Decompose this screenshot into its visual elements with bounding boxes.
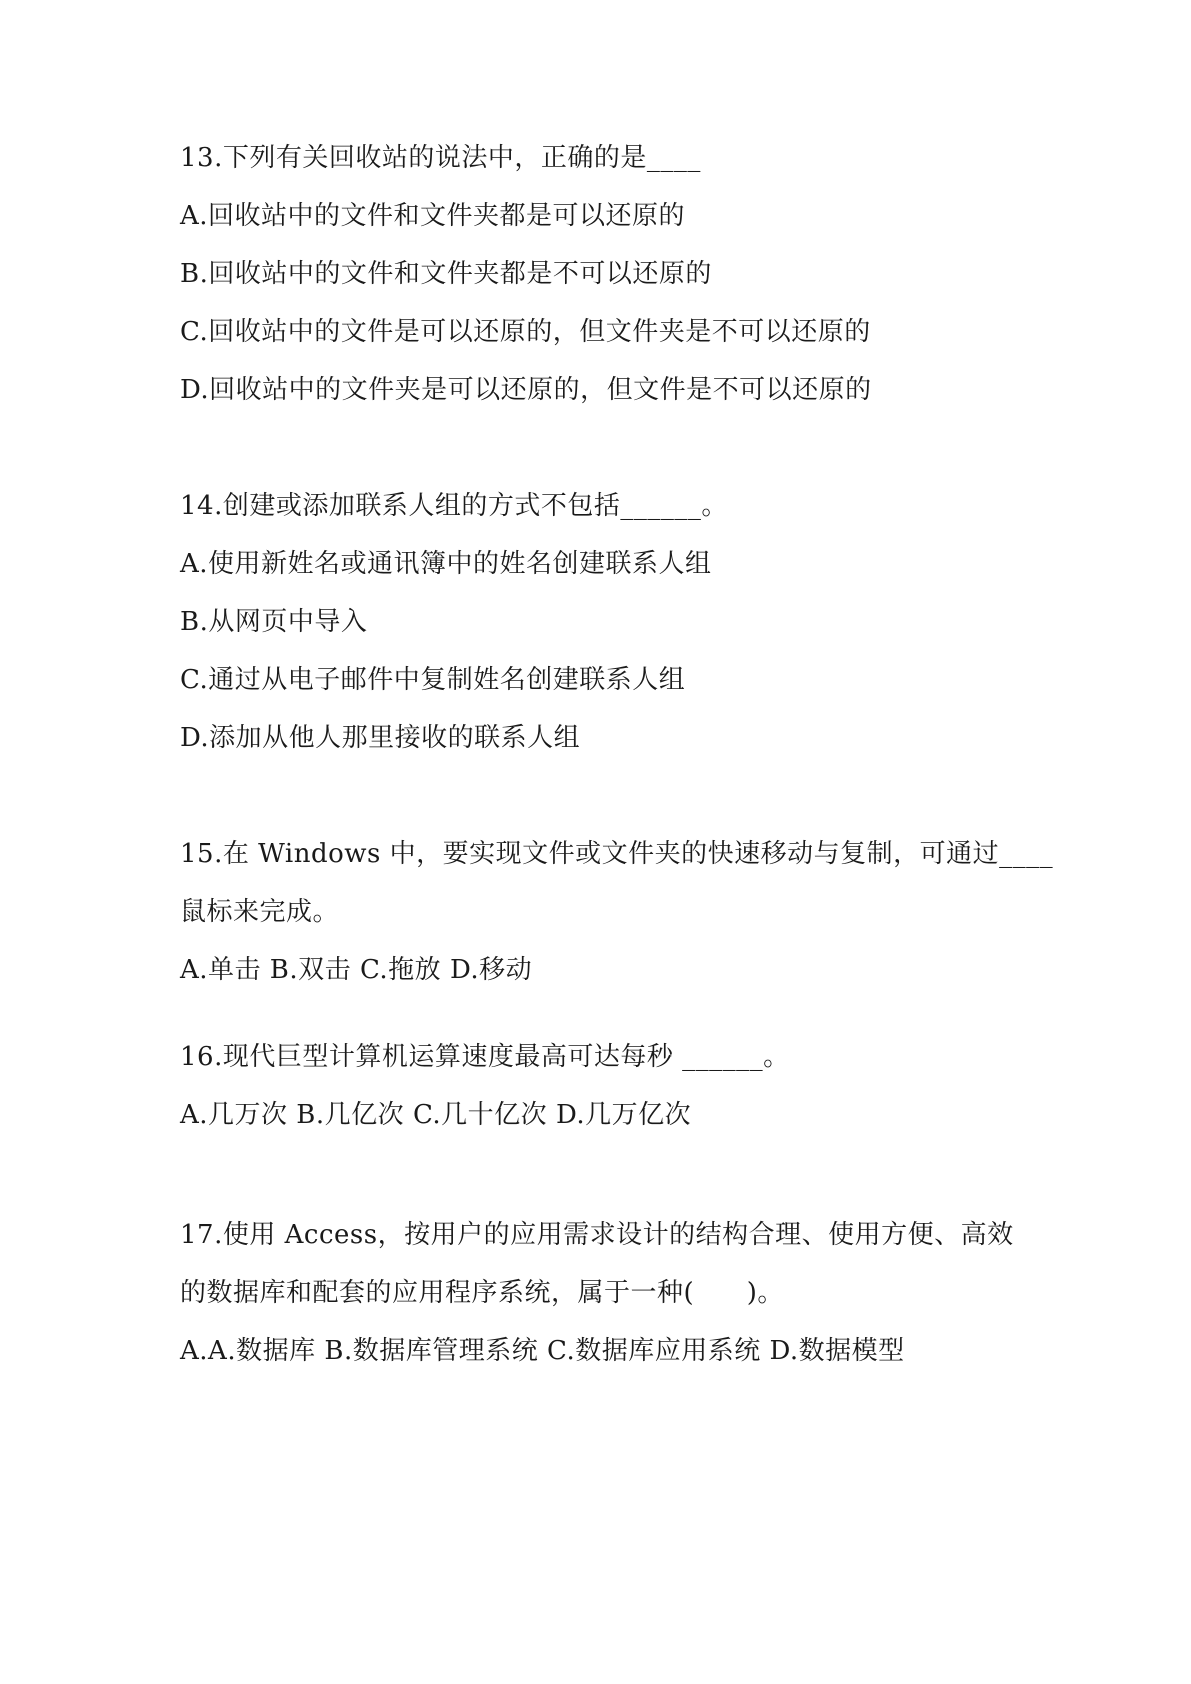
question-13-option-b: B.回收站中的文件和文件夹都是不可以还原的 xyxy=(180,259,712,289)
question-17-stem-line-2: 的数据库和配套的应用程序系统，属于一种( )。 xyxy=(180,1278,784,1308)
question-15-options: A.单击 B.双击 C.拖放 D.移动 xyxy=(180,955,533,985)
question-14-option-b: B.从网页中导入 xyxy=(180,607,368,637)
question-15-stem-line-1: 15.在 Windows 中，要实现文件或文件夹的快速移动与复制，可通过____ xyxy=(180,839,1054,869)
question-13-stem: 13.下列有关回收站的说法中，正确的是____ xyxy=(180,143,701,173)
question-14-option-c: C.通过从电子邮件中复制姓名创建联系人组 xyxy=(180,665,686,695)
question-16-stem: 16.现代巨型计算机运算速度最高可达每秒 ______。 xyxy=(180,1042,790,1072)
question-17-stem-line-1: 17.使用 Access，按用户的应用需求设计的结构合理、使用方便、高效 xyxy=(180,1220,1014,1250)
question-15-stem-line-2: 鼠标来完成。 xyxy=(180,897,340,927)
question-16-options: A.几万次 B.几亿次 C.几十亿次 D.几万亿次 xyxy=(180,1100,692,1130)
question-17-options: A.A.数据库 B.数据库管理系统 C.数据库应用系统 D.数据模型 xyxy=(180,1336,905,1366)
question-14-stem: 14.创建或添加联系人组的方式不包括______。 xyxy=(180,491,728,521)
question-14-option-d: D.添加从他人那里接收的联系人组 xyxy=(180,723,581,753)
question-13-option-d: D.回收站中的文件夹是可以还原的，但文件是不可以还原的 xyxy=(180,375,872,405)
question-13-option-c: C.回收站中的文件是可以还原的，但文件夹是不可以还原的 xyxy=(180,317,871,347)
question-14-option-a: A.使用新姓名或通讯簿中的姓名创建联系人组 xyxy=(180,549,712,579)
question-13-option-a: A.回收站中的文件和文件夹都是可以还原的 xyxy=(180,201,686,231)
